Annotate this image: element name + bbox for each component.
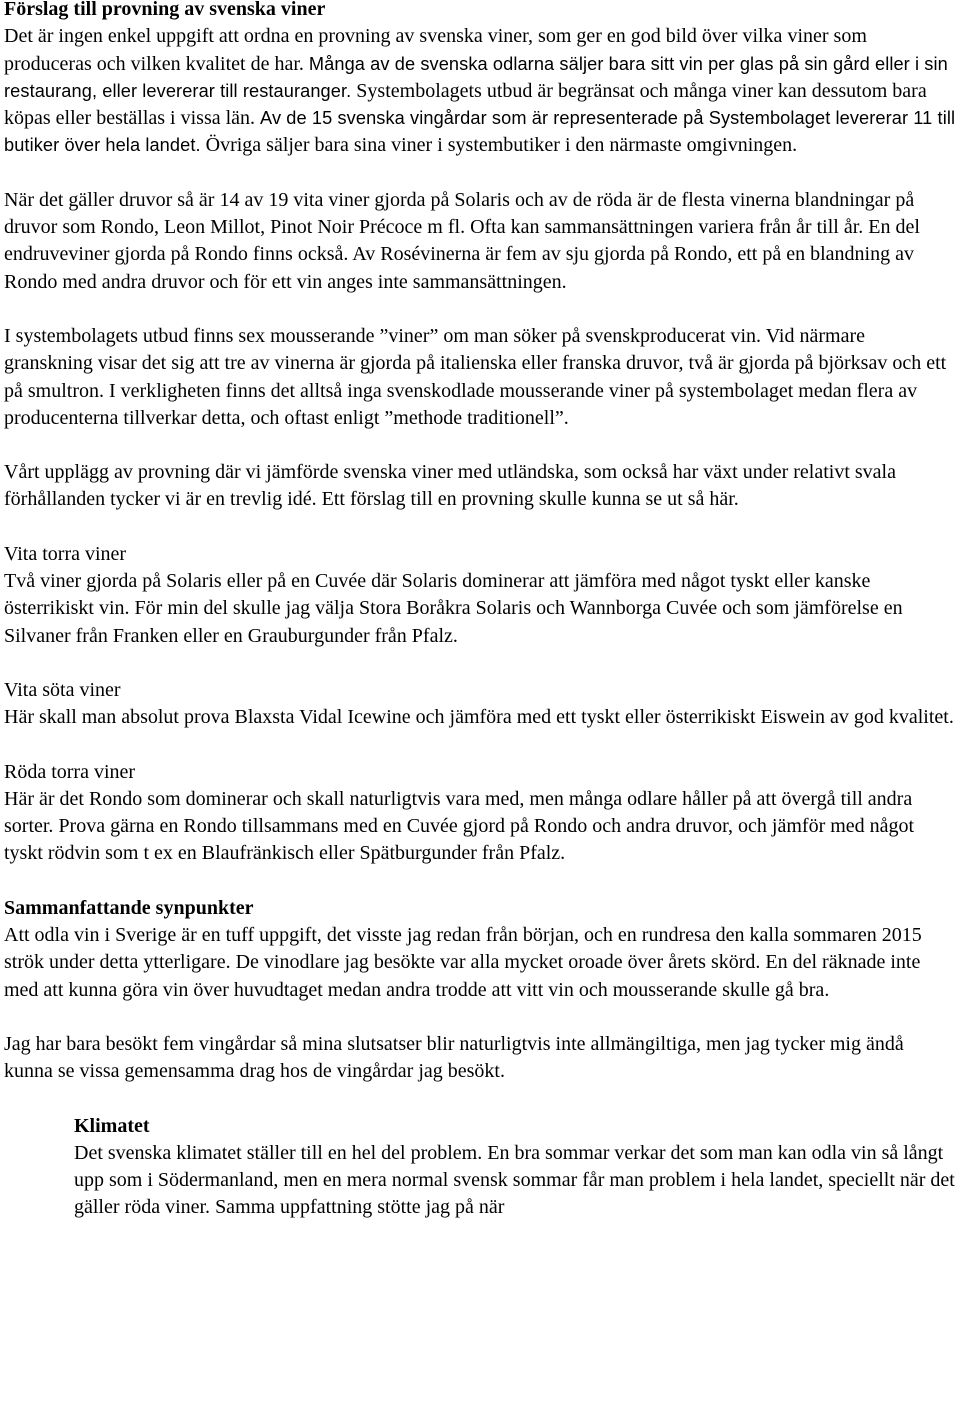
sparkling-sentence: Vid närmare granskning visar det sig att tre av vinerna är gjorda på italienska eller franska druvor, två är gjorda på björksav och ett på smultron. — [4, 324, 947, 402]
white-sweet-section — [4, 677, 956, 732]
summary-heading: Sammanfattande synpunkter — [4, 896, 254, 919]
sparkling-paragraph — [4, 323, 956, 432]
summary-section — [4, 895, 956, 1004]
white-sweet-heading: Vita söta viner — [4, 678, 121, 701]
intro-paragraph — [4, 23, 956, 159]
red-dry-sentence: Prova gärna en Rondo tillsammans med en Cuvée gjord på Rondo och andra druvor, och jämför med något tyskt rödvin som t ex en Blaufränkisch eller Spätburgunder från Pfalz. — [4, 815, 915, 865]
white-dry-sentence: Två viner gjorda på Solaris eller på en Cuvée där Solaris dominerar att jämföra med något tyskt eller kanske österrikiskt vin. — [4, 570, 871, 620]
red-dry-sentence: Här är det Rondo som dominerar och skall naturligtvis vara med, men många odlare håller på att övergå till andra sorter. — [4, 787, 913, 838]
grapes-paragraph — [4, 187, 956, 296]
intro-sentence: Övriga säljer bara sina viner i systembutiker i den närmaste omgivningen. — [205, 134, 798, 157]
climate-heading: Klimatet — [74, 1114, 150, 1137]
climate-sentence: Samma uppfattning stötte jag på när — [215, 1196, 505, 1219]
white-dry-sentence: För min del skulle jag välja Stora Boråkra Solaris och Wannborga Cuvée och som jämförelse en Silvaner från Franken eller en Grauburgunder från Pfalz. — [4, 597, 903, 647]
intro-sentence: Systembolagets utbud är begränsat och många viner kan dessutom bara köpas eller beställas i vissa län. — [4, 79, 927, 130]
approach-paragraph — [4, 459, 956, 514]
sparkling-sentence: I verkligheten finns det alltså inga svenskodlade mousserande viner på systembolaget medan flera av producenterna tillverkar detta, och oftast enligt ”methode traditionell”. — [4, 379, 918, 429]
climate-sentence: Det svenska klimatet ställer till en hel del problem. — [74, 1141, 483, 1164]
document-page — [4, 0, 956, 1222]
grapes-sentence: En del endruveviner gjorda på Rondo finns också. — [4, 216, 920, 266]
approach-sentence: Ett förslag till en provning skulle kunna se ut så här. — [321, 488, 739, 511]
climate-section — [4, 1113, 956, 1222]
intro-sentence: Det är ingen enkel uppgift att ordna en provning av svenska viner, som ger en god bild över vilka viner som produceras och vilken kvalitet de har. — [4, 25, 867, 75]
grapes-sentence: Ofta kan sammansättningen variera från år till år. — [470, 216, 864, 239]
intro-sentence: Av de 15 svenska vingårdar som är representerade på Systembolaget levererar 11 till butiker över hela landet. — [4, 108, 956, 156]
red-dry-paragraph — [4, 786, 956, 868]
red-dry-section — [4, 759, 956, 868]
summary-sentence: Att odla vin i Sverige är en tuff uppgift, det visste jag redan från början, och en rundresa den kalla sommaren 2015 strök under detta ytterligare. — [4, 924, 922, 974]
climate-sentence: En bra sommar verkar det som man kan odla vin så långt upp som i Södermanland, men en mera normal svensk sommar får man problem i hela landet, speciellt när det gäller röda viner. — [74, 1141, 955, 1219]
grapes-sentence: När det gäller druvor så är 14 av 19 vita viner gjorda på Solaris och av de röda är de flesta vinerna blandningar på druvor som Rondo, Leon Millot, Pinot Noir Précoce m fl. — [4, 188, 915, 239]
page-title: Förslag till provning av svenska viner — [4, 0, 326, 20]
white-dry-heading: Vita torra viner — [4, 542, 127, 565]
white-sweet-paragraph: Här skall man absolut prova Blaxsta Vidal Icewine och jämföra med ett tyskt eller österrikiskt Eiswein av god kvalitet. — [4, 706, 954, 729]
visited-paragraph: Jag har bara besökt fem vingårdar så mina slutsatser blir naturligtvis inte allmängiltiga, men jag tycker mig ändå kunna se vissa gemensamma drag hos de vingårdar jag besökt. — [4, 1032, 904, 1083]
summary-paragraph — [4, 922, 956, 1004]
white-dry-paragraph — [4, 568, 956, 650]
white-dry-section — [4, 541, 956, 650]
summary-sentence: De vinodlare jag besökte var alla mycket oroade över årets skörd. — [235, 951, 761, 974]
summary-sentence: En del räknade inte med att kunna göra vin över huvudtaget medan andra trodde att vitt vin och mousserande skulle gå bra. — [4, 951, 921, 1001]
climate-paragraph — [74, 1140, 956, 1222]
sparkling-sentence: I systembolagets utbud finns sex mousserande ”viner” om man söker på svenskproducerat vin. — [4, 324, 762, 347]
intro-sentence: Många av de svenska odlarna säljer bara sitt vin per glas på sin gård eller i sin restaurang, eller levererar till restauranger. — [4, 53, 948, 101]
approach-sentence: Vårt upplägg av provning där vi jämförde svenska viner med utländska, som också har växt under relativt svala förhållanden tycker vi är en trevlig idé. — [4, 461, 896, 511]
red-dry-heading: Röda torra viner — [4, 760, 136, 783]
intro-section — [4, 0, 956, 160]
grapes-sentence: Av Rosévinerna är fem av sju gjorda på Rondo, ett på en blandning av Rondo med andra druvor och för ett vin anges inte sammansättningen. — [4, 243, 914, 293]
